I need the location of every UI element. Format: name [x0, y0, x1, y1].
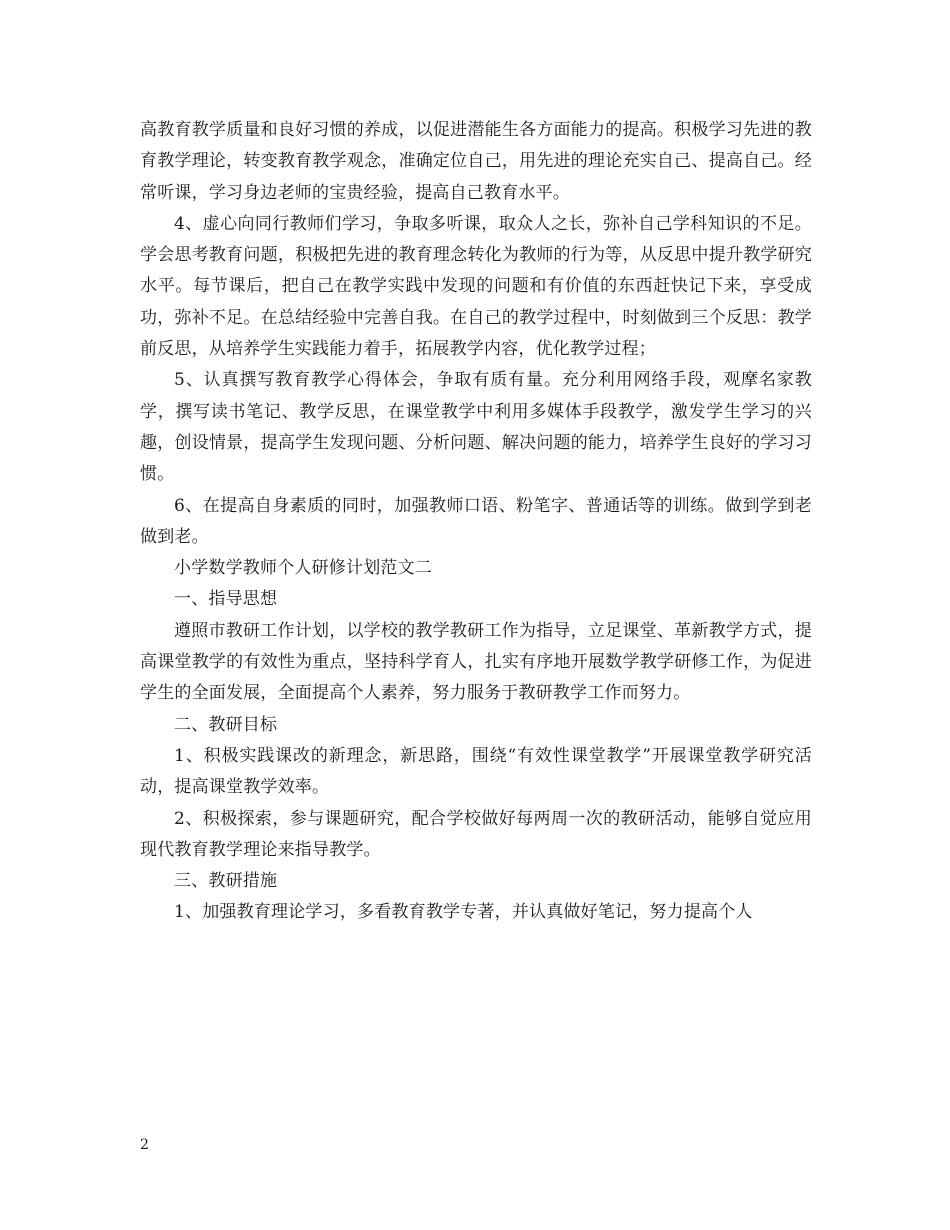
- heading-guiding-thought: 一、指导思想: [174, 589, 278, 610]
- heading-research-goals: 二、教研目标: [174, 714, 278, 735]
- paragraph-goal-1: 1、积极实践课改的新理念，新思路，围绕“有效性课堂教学”开展课堂教学研究活动，提高课堂教学效率。: [140, 745, 812, 798]
- document-body: [140, 115, 812, 929]
- heading-research-measures: 三、教研措施: [174, 871, 278, 892]
- paragraph-item-5: 5、认真撰写教育教学心得体会，争取有质有量。充分利用网络手段，观摩名家教学，撰写读书笔记、教学反思，在课堂教学中利用多媒体手段教学，激发学生学习的兴趣，创设情景，提高学生发现问题、分析问题、解决问题的能力，培养学生良好的学习习惯。: [140, 370, 812, 485]
- paragraph-goal-2: 2、积极探索，参与课题研究，配合学校做好每两周一次的教研活动，能够自觉应用现代教育教学理论来指导教学。: [140, 808, 812, 860]
- paragraph-measure-1: 1、加强教育理论学习，多看教育教学专著，并认真做好笔记，努力提高个人: [174, 902, 753, 923]
- paragraph-item-4: 4、虚心向同行教师们学习，争取多听课，取众人之长，弥补自己学科知识的不足。学会思考教育问题，积极把先进的教育理念转化为教师的行为等，从反思中提升教学研究水平。每节课后，把自己在教学实践中发现的问题和有价值的东西赶快记下来，享受成功，弥补不足。在总结经验中完善自我。在自己的教学过程中，时刻做到三个反思：教学前反思，从培养学生实践能力着手，拓展教学内容，优化教学过程；: [140, 213, 812, 360]
- paragraph-guiding-thought: 遵照市教研工作计划，以学校的教学教研工作为指导，立足课堂、革新教学方式，提高课堂教学的有效性为重点，坚持科学育人，扎实有序地开展数学教学研修工作，为促进学生的全面发展，全面提高个人素养，努力服务于教研教学工作而努力。: [140, 620, 812, 704]
- section-title: 小学数学教师个人研修计划范文二: [174, 558, 432, 579]
- paragraph-item-6: 6、在提高自身素质的同时，加强教师口语、粉笔字、普通话等的训练。做到学到老做到老。: [140, 495, 812, 547]
- page-number: 2: [140, 1137, 149, 1153]
- paragraph-continuation: 高教育教学质量和良好习惯的养成，以促进潜能生各方面能力的提高。积极学习先进的教育教学理论，转变教育教学观念，准确定位自己，用先进的理论充实自己、提高自己。经常听课，学习身边老师的宝贵经验，提高自己教育水平。: [140, 120, 812, 203]
